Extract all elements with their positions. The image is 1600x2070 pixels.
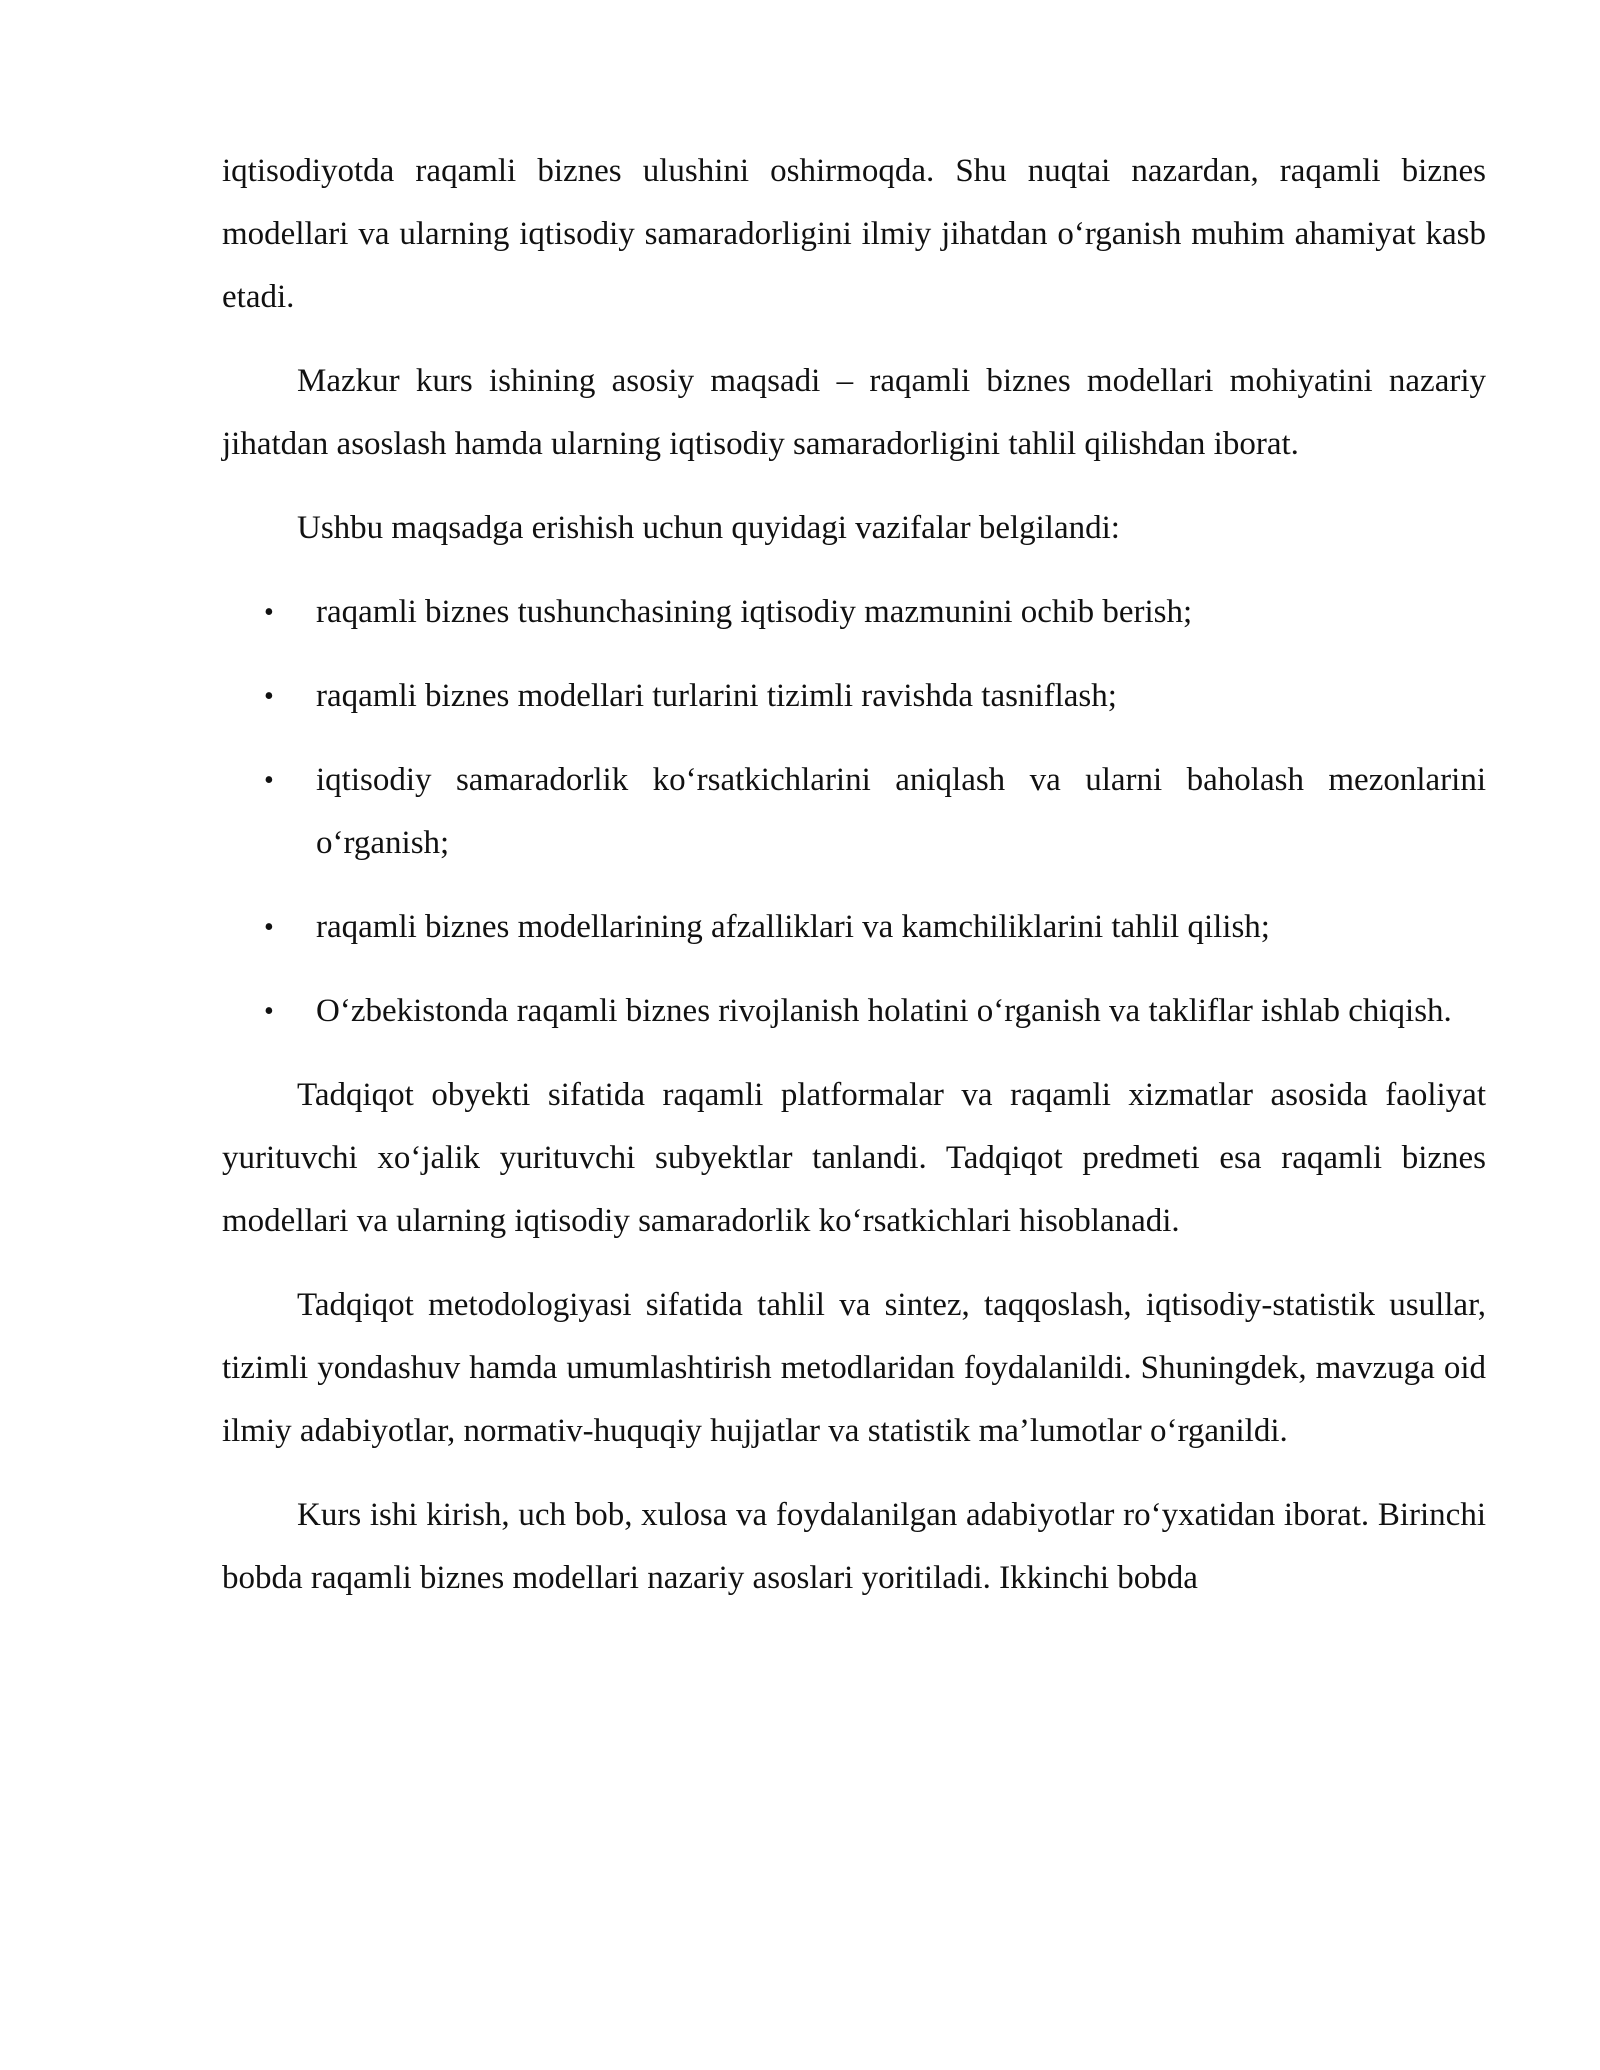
list-item bbox=[222, 980, 1486, 1043]
bullet-icon: • bbox=[264, 765, 274, 796]
list-item bbox=[222, 665, 1486, 728]
bullet-icon: • bbox=[264, 996, 274, 1027]
list-item-text: raqamli biznes modellarining afzalliklari va kamchiliklarini tahlil qilish; bbox=[316, 909, 1270, 945]
paragraph-intro-continuation: iqtisodiyotda raqamli biznes ulushini oshirmoqda. Shu nuqtai nazardan, raqamli biznes modellari va ularning iqtisodiy samaradorligini ilmiy jihatdan o‘rganish muhim ahamiyat kasb etadi. bbox=[222, 153, 1486, 315]
paragraph-object-subject: Tadqiqot obyekti sifatida raqamli platformalar va raqamli xizmatlar asosida faoliyat yurituvchi xo‘jalik yurituvchi subyektlar tanlandi. Tadqiqot predmeti esa raqamli biznes modellari va ularning iqtisodiy samaradorlik ko‘rsatkichlari hisoblanadi. bbox=[222, 1077, 1486, 1239]
paragraph-methodology: Tadqiqot metodologiyasi sifatida tahlil va sintez, taqqoslash, iqtisodiy-statistik usullar, tizimli yondashuv hamda umumlashtirish metodlaridan foydalanildi. Shuningdek, mavzuga oid ilmiy adabiyotlar, normativ-huquqiy hujjatlar va statistik ma’lumotlar o‘rganildi. bbox=[222, 1287, 1486, 1449]
bullet-icon: • bbox=[264, 912, 274, 943]
paragraph-structure: Kurs ishi kirish, uch bob, xulosa va foydalanilgan adabiyotlar ro‘yxatidan iborat. Birinchi bobda raqamli biznes modellari nazariy asoslari yoritiladi. Ikkinchi bobda bbox=[222, 1497, 1486, 1596]
bullet-icon: • bbox=[264, 597, 274, 628]
list-item-text: O‘zbekistonda raqamli biznes rivojlanish holatini o‘rganish va takliflar ishlab chiqish. bbox=[316, 993, 1452, 1029]
list-item-text: raqamli biznes modellari turlarini tizimli ravishda tasniflash; bbox=[316, 678, 1117, 714]
list-item-text: iqtisodiy samaradorlik ko‘rsatkichlarini aniqlash va ularni baholash mezonlarini o‘rganish; bbox=[316, 762, 1486, 861]
list-item bbox=[222, 581, 1486, 644]
paragraph-goal: Mazkur kurs ishining asosiy maqsadi – raqamli biznes modellari mohiyatini nazariy jihatdan asoslash hamda ularning iqtisodiy samaradorligini tahlil qilishdan iborat. bbox=[222, 363, 1486, 462]
bullet-icon: • bbox=[264, 681, 274, 712]
list-item bbox=[222, 896, 1486, 959]
paragraph-tasks-intro: Ushbu maqsadga erishish uchun quyidagi vazifalar belgilandi: bbox=[297, 510, 1120, 546]
tasks-list bbox=[222, 581, 1486, 1043]
list-item bbox=[222, 749, 1486, 875]
list-item-text: raqamli biznes tushunchasining iqtisodiy mazmunini ochib berish; bbox=[316, 594, 1193, 630]
text-column bbox=[222, 140, 1486, 1631]
